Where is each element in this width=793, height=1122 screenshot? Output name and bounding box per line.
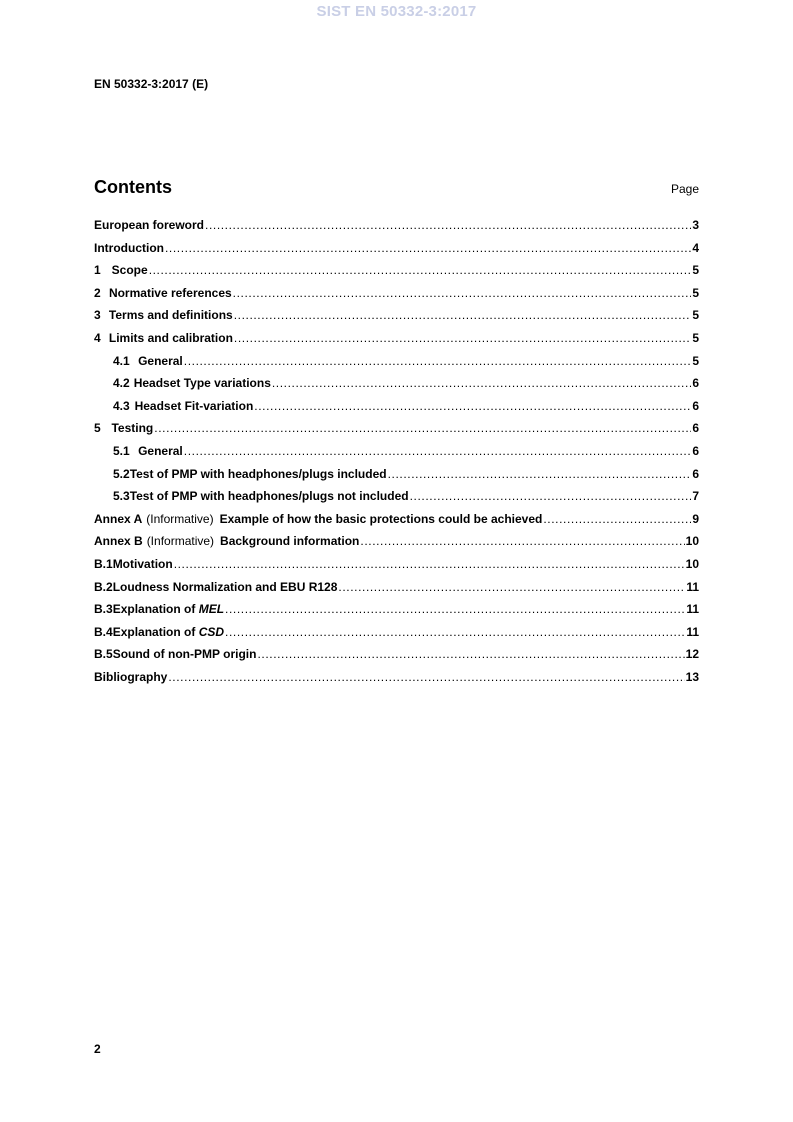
toc-entry-number: B.5 [94,647,113,662]
toc-entry-title: Example of how the basic protections could be achieved [219,511,543,526]
dot-leader [165,241,691,255]
toc-entry-title: Introduction [94,240,164,255]
toc-entry-number: 4 [94,330,101,345]
toc-entry-title: Headset Type variations [133,376,271,391]
toc-entry-pmp-headphones-not-included[interactable] [94,489,699,512]
dot-leader [154,421,691,435]
toc-entry-title: General [138,353,183,368]
dot-leader [234,331,691,345]
toc-entry-european-foreword[interactable] [94,218,699,241]
toc-entry-title: General [138,443,183,458]
contents-title: Contents [94,177,172,197]
toc-entry-number: 2 [94,285,101,300]
dot-leader [205,218,691,232]
toc-entry-terms-and-definitions[interactable] [94,308,699,331]
dot-leader [168,670,684,684]
toc-entry-b3-mel[interactable] [94,602,699,625]
dot-leader [184,354,692,368]
toc-entry-page: 11 [686,579,699,594]
toc-entry-title: Normative references [108,285,232,300]
toc-entry-page: 6 [692,466,699,481]
toc-entry-number: 3 [94,308,101,323]
contents-heading [94,177,699,198]
toc-entry-page: 6 [692,398,699,413]
toc-entry-b4-csd[interactable] [94,625,699,648]
toc-entry-page: 5 [692,285,699,300]
toc-entry-number: 5 [94,421,101,436]
toc-entry-page: 5 [692,353,699,368]
toc-entry-b5-non-pmp[interactable] [94,647,699,670]
toc-entry-title-italic: CSD [198,624,225,639]
toc-entry-annex-a[interactable] [94,512,699,535]
table-of-contents [94,218,699,692]
dot-leader [225,625,685,639]
toc-entry-number: 4.3 [113,398,130,413]
toc-entry-title: Limits and calibration [108,330,233,345]
toc-entry-page: 10 [685,556,699,571]
document-id-header: EN 50332-3:2017 (E) [94,77,209,91]
watermark: SIST EN 50332-3:2017 [316,3,477,20]
toc-entry-headset-fit-variation[interactable] [94,399,699,422]
toc-entry-page: 7 [692,489,699,504]
dot-leader [257,647,684,661]
toc-entry-page: 5 [692,263,699,278]
toc-entry-number: Annex B [94,534,143,549]
toc-entry-testing[interactable] [94,421,699,444]
toc-entry-b2-loudness[interactable] [94,580,699,603]
toc-entry-title: Headset Fit-variation [134,398,254,413]
dot-leader [174,557,685,571]
toc-entry-page: 5 [692,308,699,323]
dot-leader [225,602,685,616]
toc-entry-bibliography[interactable] [94,670,699,693]
toc-entry-number: 5.1 [113,443,130,458]
toc-entry-page: 4 [692,240,699,255]
dot-leader [360,534,684,548]
toc-entry-title [113,602,224,616]
toc-entry-4-1-general[interactable] [94,354,699,377]
toc-entry-number: B.3 [94,602,113,617]
toc-entry-title: Scope [111,263,148,278]
toc-entry-title: Terms and definitions [108,308,233,323]
toc-entry-title-prefix: Explanation of [112,624,196,639]
toc-entry-title: Test of PMP with headphones/plugs included [129,466,387,481]
toc-entry-scope[interactable] [94,263,699,286]
dot-leader [233,286,692,300]
page-column-label: Page [670,182,699,196]
toc-entry-number: 5.2 [113,466,130,481]
toc-entry-title [113,625,224,639]
toc-entry-informative: (Informative) [146,511,214,526]
toc-entry-page: 12 [685,647,699,662]
toc-entry-title: Bibliography [94,669,168,684]
toc-entry-title: European foreword [94,218,205,232]
toc-entry-number: B.1 [94,556,113,571]
toc-entry-limits-and-calibration[interactable] [94,331,699,354]
toc-entry-title: Loudness Normalization and EBU R128 [112,579,338,594]
dot-leader [272,376,691,390]
toc-entry-page: 6 [692,376,699,391]
dot-leader [388,467,692,481]
dot-leader [254,399,691,413]
toc-entry-number: 4.2 [113,376,130,391]
toc-entry-title: Test of PMP with headphones/plugs not included [129,489,409,504]
toc-entry-headset-type-variations[interactable] [94,376,699,399]
dot-leader [410,489,692,503]
toc-entry-page: 3 [692,218,699,232]
toc-entry-b1-motivation[interactable] [94,557,699,580]
toc-entry-number: B.2 [94,579,113,594]
dot-leader [149,263,692,277]
dot-leader [338,580,685,594]
toc-entry-page: 11 [686,624,699,639]
toc-entry-number: 1 [94,263,101,278]
toc-entry-normative-references[interactable] [94,286,699,309]
toc-entry-page: 6 [692,421,699,436]
toc-entry-pmp-headphones-included[interactable] [94,467,699,490]
toc-entry-title: Motivation [112,556,173,571]
toc-entry-informative: (Informative) [146,534,215,549]
toc-entry-page: 11 [686,602,699,617]
toc-entry-page: 10 [685,534,699,549]
toc-entry-number: Annex A [94,511,143,526]
toc-entry-title: Sound of non-PMP origin [112,647,257,662]
dot-leader [543,512,691,526]
toc-entry-title-italic: MEL [198,602,225,617]
toc-entry-introduction[interactable] [94,241,699,264]
toc-entry-page: 9 [692,511,699,526]
toc-entry-number: B.4 [94,624,113,639]
page-number: 2 [94,1042,101,1056]
toc-entry-title: Background information [220,534,360,549]
toc-entry-page: 6 [692,443,699,458]
dot-leader [234,308,692,322]
toc-entry-5-1-general[interactable] [94,444,699,467]
toc-entry-page: 13 [685,669,699,684]
toc-entry-title: Testing [111,421,154,436]
toc-entry-page: 5 [692,330,699,345]
toc-entry-annex-b[interactable] [94,534,699,557]
toc-entry-title-prefix: Explanation of [112,602,196,617]
toc-entry-number: 4.1 [113,353,130,368]
toc-entry-number: 5.3 [113,489,130,504]
dot-leader [184,444,692,458]
